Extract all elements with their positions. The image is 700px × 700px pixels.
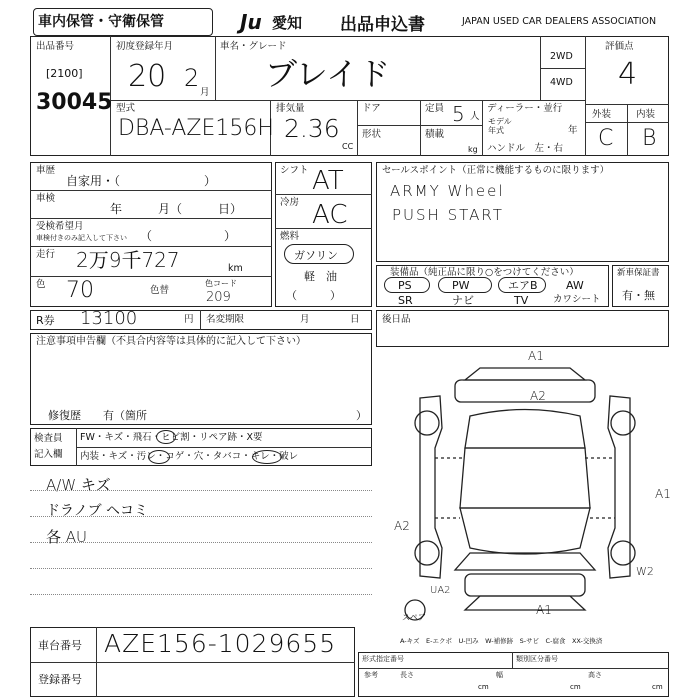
sales-point-label: セールスポイント（正常に機能するものに限ります） [382,165,610,176]
door-label: ドア [362,103,381,114]
capacity-value: 5 [452,102,465,126]
accept-month-note: 車検付きのみ記入して下さい [36,234,127,242]
spare-label: スペア [402,613,426,622]
equip-aw: AW [566,279,584,292]
color-label: 色 [36,279,46,290]
width-label: 幅 [496,671,503,679]
name-change-day: 日 [350,314,360,325]
body-shape-label: 形状 [362,129,382,140]
chassis-number: AZE156-1029655 [104,629,337,658]
equip-tv: TV [514,294,529,307]
lot-code: [2100] [46,67,83,80]
tobacco-circle [252,450,282,464]
fuel-label: 燃料 [280,231,300,242]
accept-month-label: 受検希望月 [36,221,84,232]
repair-history-label: 修復歴 有（箇所 [48,409,147,422]
damage-mark-left: A2 [394,519,410,533]
4wd-option: 4WD [550,77,573,88]
displacement-label: 排気量 [276,103,305,114]
car-damage-diagram [380,348,670,648]
damage-mark-top: A1 [528,349,544,363]
storage-tag [33,8,213,36]
first-registration-label: 初度登録年月 [116,41,174,52]
after-item-section [376,310,669,347]
damage-mark-bottom: A1 [536,603,552,617]
damage-mark-rear-right: W2 [636,565,654,578]
damage-mark-roof: A2 [530,389,546,403]
chassis-label: 車台番号 [38,639,82,652]
exterior-grade: C [598,126,614,151]
form-title: 出品申込書 [340,15,425,35]
car-name-label: 車名・グレード [220,41,287,52]
registration-year: 20 [128,59,167,94]
aircon-value: AC [312,200,348,230]
load-label: 積載 [425,129,445,140]
shift-value: AT [312,166,344,196]
load-unit: kg [468,145,478,154]
length-label: 長さ [400,671,414,679]
equipment-label: 装備品（純正品に限り○をつけてください） [390,267,579,278]
storage-tag-text: 車内保管・守衛保管 [38,14,164,30]
sales-point-line-1: ARMY Wheel [390,182,505,200]
inspector-row-2: 内装・キズ・汚レ・コゲ・穴・タバコ・キレ・破レ [80,451,299,462]
steering-label: ハンドル 左・右 [487,143,564,154]
capacity-label: 定員 [425,103,445,114]
model-type: DBA-AZE156H [118,116,274,141]
equip-sr: SR [398,294,413,307]
history-label: 車歴 [36,165,56,176]
color-code-label: 色コード [205,279,237,288]
car-name: ブレイド [265,55,391,93]
mileage-label: 走行 [36,249,56,260]
inspector-label-2: 記入欄 [34,449,63,460]
aircon-label: 冷房 [280,197,300,208]
mileage-unit: km [228,263,243,274]
year-unit: 年 [568,125,578,136]
category-number-label: 類別区分番号 [516,655,558,663]
name-change-label: 名変期限 [206,314,245,325]
repair-history-close: ） [356,409,367,422]
warranty-label: 新車保証書 [617,268,660,278]
ju-logo: Ju [240,10,262,34]
fuel-other: （ ） [286,289,341,302]
damage-mark-rear-left: UA2 [430,585,451,596]
month-unit: 月 [200,87,210,98]
warranty-value: 有・無 [622,289,655,302]
accept-month-value: （ ） [140,229,237,243]
notes-label: 注意事項申告欄（不具合内容等は具体的に記入して下さい） [36,336,306,347]
fuel-gasoline: ガソリン [294,249,338,262]
chip-circle [156,430,176,444]
inspector-note-2: ドラノブ ヘコミ [46,503,149,519]
damage-legend: A-キズ E-エクボ U-凹み W-補修跡 S-サビ C-腐食 XX-交換済 [400,637,603,645]
height-unit: cm [652,683,663,691]
inspection-label: 車検 [36,193,56,204]
recycle-value: 13100 [80,308,138,329]
sales-point-line-2: PUSH START [392,206,504,224]
recycle-unit: 円 [184,314,194,325]
height-label: 高さ [588,671,602,679]
equip-seat: カワシート [553,294,601,305]
damage-mark-right: A1 [655,487,671,501]
lot-number-label: 出品番号 [36,41,75,52]
inspector-note-1: A/W キズ [46,476,111,494]
length-unit: cm [478,683,489,691]
lot-number: 30045 [36,90,113,115]
registration-number-label: 登録番号 [38,673,82,686]
association-name: JAPAN USED CAR DEALERS ASSOCIATION [462,16,657,27]
equip-airbag: エアB [508,279,538,292]
exterior-label: 外装 [592,109,612,120]
model-type-label: 型式 [116,103,136,114]
displacement-value: 2.36 [284,114,340,143]
name-change-month: 月 [300,314,310,325]
equip-navi: ナビ [452,294,474,307]
2wd-option: 2WD [550,51,573,62]
shift-label: シフト [280,165,309,176]
displacement-unit: CC [342,142,354,151]
org-name: 愛知 [272,14,303,32]
inspection-value: 年 月（ 日） [110,202,243,216]
recycle-label: R券 [36,314,55,327]
width-unit: cm [570,683,581,691]
dealer-label: ディーラー・並行 [487,103,563,114]
model-year-label: モデル 年式 [488,117,512,135]
history-value: 自家用・（ ） [66,174,217,188]
score-value: 4 [618,57,638,92]
color-value: 70 [66,278,94,303]
registration-month: 2 [184,64,200,92]
equip-ps: PS [398,279,412,292]
reference-label: 参考 [364,671,378,679]
interior-label: 内装 [636,109,656,120]
mileage-value: 2万9千727 [76,248,180,272]
stain-circle [148,450,170,464]
designation-number-label: 形式指定番号 [362,655,404,663]
fuel-diesel: 軽 油 [304,270,337,283]
inspector-label-1: 検査員 [34,433,63,444]
inspector-note-3: 各 AU [46,528,88,546]
inspector-row-1: FW・キズ・飛石・ヒビ割・リペア跡・X要 [80,432,263,443]
after-item-label: 後日品 [382,314,411,325]
interior-grade: B [642,126,657,151]
color-code-value: 209 [206,290,231,305]
color-change-label: 色替 [150,285,170,296]
equip-pw: PW [452,279,470,292]
capacity-unit: 人 [470,111,480,122]
score-label: 評価点 [605,41,634,52]
